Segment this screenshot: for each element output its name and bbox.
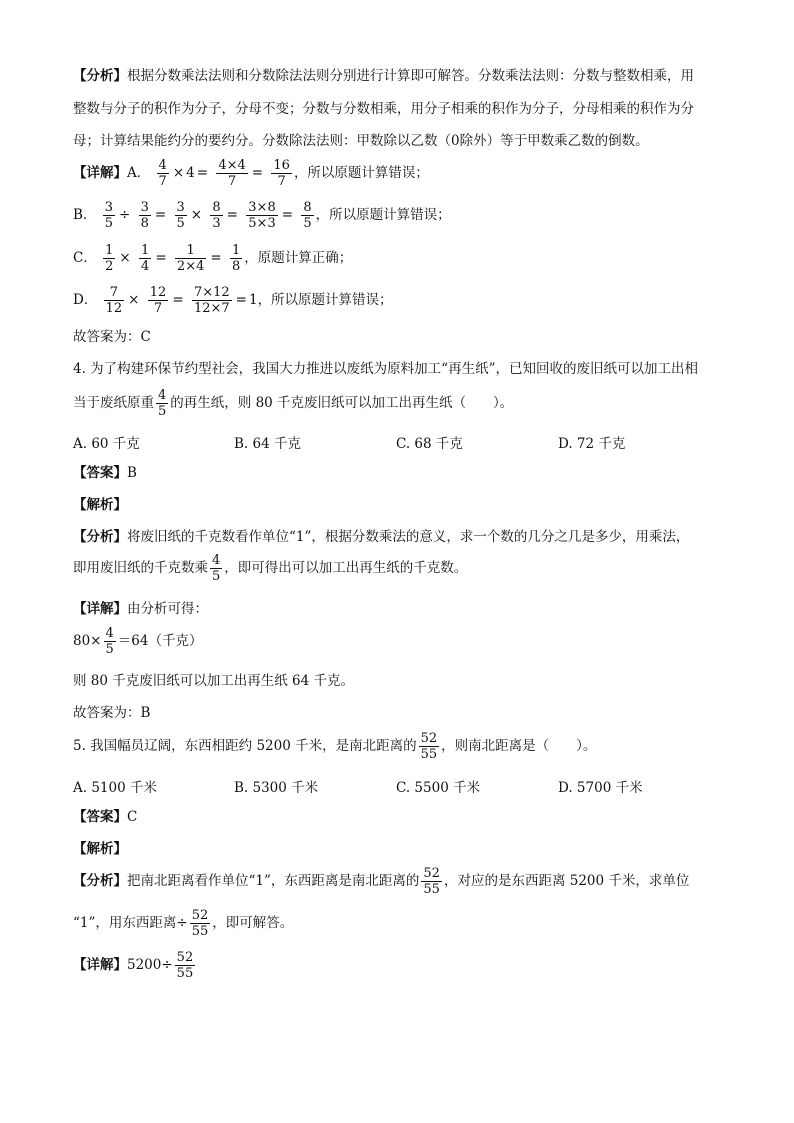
detail-tail: ，所以原题计算错误； xyxy=(257,292,393,308)
fraction: $\frac{4}{5}$ xyxy=(212,553,221,584)
q5-analysis-line-2: “1”，用东西距离÷ $\frac{52}{55}$ ，即可解答。 xyxy=(73,908,294,939)
fraction: $\frac{52}{55}$ xyxy=(176,950,194,981)
q3-detail-a: 【详解】A． $\frac{4}{7}$ × 4 = $\frac{4\times 4}{7}$ = $\frac{16}{7}$ ，所以原题计算错误； xyxy=(73,158,429,189)
fraction: $\frac{12}{7}$ xyxy=(149,285,167,316)
fraction: $\frac{8}{5}$ xyxy=(303,200,312,231)
q4-analysis-line-1: 【分析】将废旧纸的千克数看作单位“1”，根据分数乘法的意义，求一个数的几分之几是多少，用乘法， xyxy=(73,529,690,545)
answer-value: C xyxy=(127,809,138,825)
analysis-tag: 【分析】 xyxy=(73,529,127,545)
fraction: $\frac{52}{55}$ xyxy=(191,908,209,939)
fraction: $\frac{3\times 8}{5\times 3}$ xyxy=(248,200,276,231)
fraction: $\frac{4}{7}$ xyxy=(158,158,167,189)
fraction: $\frac{1}{8}$ xyxy=(231,243,241,274)
q3-analysis-line-3: 母；计算结果能约分的要约分。分数除法法则：甲数除以乙数（0除外）等于甲数乘乙数的倒数。 xyxy=(73,133,649,149)
option-label: A． xyxy=(127,165,151,181)
q3-answer-line: 故答案为：C xyxy=(73,329,151,345)
detail-tag: 【详解】 xyxy=(73,957,127,973)
fraction: $\frac{8}{3}$ xyxy=(212,200,221,231)
fraction: $\frac{1}{2\times 4}$ xyxy=(176,243,205,274)
option-label: D． xyxy=(73,292,98,308)
q5-stem: 5. 我国幅员辽阔，东西相距约 5200 千米，是南北距离的 $\frac{52}{55}$ ，则南北距离是（ ）。 xyxy=(73,731,597,762)
option-label: C． xyxy=(73,250,97,266)
fraction: $\frac{3}{5}$ xyxy=(104,200,113,231)
q3-analysis-line-1 xyxy=(73,67,694,85)
answer-value: B xyxy=(127,465,137,481)
fraction: $\frac{7}{12}$ xyxy=(105,285,123,316)
detail-tail: ，原题计算正确； xyxy=(244,250,353,266)
q5-option-d: D. 5700 千米 xyxy=(558,780,643,796)
fraction: $\frac{4}{5}$ xyxy=(158,388,167,419)
q4-answer-line: 故答案为：B xyxy=(73,705,151,721)
q4-option-c: C. 68 千克 xyxy=(396,436,463,452)
q4-detail: 【详解】由分析可得： xyxy=(73,601,208,617)
q5-analysis-line-1: 【分析】把南北距离看作单位“1”，东西距离是南北距离的 $\frac{52}{55}$ ，对应的是东西距离 5200 千米，求单位 xyxy=(73,866,690,897)
q5-detail: 【详解】5200÷ $\frac{52}{55}$ xyxy=(73,950,194,981)
fraction: $\frac{1}{2}$ xyxy=(105,243,114,274)
q4-option-a: A. 60 千克 xyxy=(73,436,140,452)
q4-option-b: B. 64 千克 xyxy=(234,436,301,452)
analysis-text: 根据分数乘法法则和分数除法法则分别进行计算即可解答。分数乘法法则：分数与整数相乘，用 xyxy=(127,68,694,84)
q3-detail-b: B． $\frac{3}{5}$ ÷ $\frac{3}{8}$ = $\frac{3}{5}$ × $\frac{8}{3}$ = $\frac{3\times 8}{5\times 3}$ = $\frac{8}{5}$ ，所以原题计算错误； xyxy=(73,200,451,231)
fraction: $\frac{16}{7}$ xyxy=(273,158,290,189)
q4-option-d: D. 72 千克 xyxy=(558,436,626,452)
q4-analysis-line-2: 即用废旧纸的千克数乘 $\frac{4}{5}$ ，即可得出可以加工出再生纸的千克数。 xyxy=(73,553,468,584)
q3-detail-c: C． $\frac{1}{2}$ × $\frac{1}{4}$ = $\frac{1}{2\times 4}$ = $\frac{1}{8}$ ，原题计算正确； xyxy=(73,243,353,274)
detail-tag: 【详解】 xyxy=(73,165,127,181)
detail-tail: ，所以原题计算错误； xyxy=(315,207,451,223)
fraction: $\frac{4}{5}$ xyxy=(105,626,114,657)
answer-tag: 【答案】 xyxy=(73,465,127,481)
q5-option-a: A. 5100 千米 xyxy=(73,780,157,796)
fraction: $\frac{3}{5}$ xyxy=(176,200,185,231)
q5-jiexi-tag: 【解析】 xyxy=(73,841,127,857)
option-label: B． xyxy=(73,207,97,223)
q5-option-b: B. 5300 千米 xyxy=(234,780,319,796)
answer-tag: 【答案】 xyxy=(73,809,127,825)
fraction: $\frac{52}{55}$ xyxy=(423,866,440,897)
fraction: $\frac{7\times 12}{12\times 7}$ xyxy=(193,285,230,316)
q4-stem-line-1: 4. 为了构建环保节约型社会，我国大力推进以废纸为原料加工“再生纸”，已知回收的废旧纸可以加工出相 xyxy=(73,361,698,377)
q3-detail-d: D． $\frac{7}{12}$ × $\frac{12}{7}$ = $\frac{7\times 12}{12\times 7}$ = 1，所以原题计算错误； xyxy=(73,285,393,316)
analysis-tag: 【分析】 xyxy=(73,68,127,84)
fraction: $\frac{52}{55}$ xyxy=(420,731,438,762)
analysis-tag: 【分析】 xyxy=(73,873,127,889)
fraction: $\frac{4\times 4}{7}$ xyxy=(218,158,246,189)
q4-calc: 80× $\frac{4}{5}$ ＝64（千克） xyxy=(73,626,203,657)
q4-jiexi-tag: 【解析】 xyxy=(73,497,127,513)
detail-tail: ，所以原题计算错误； xyxy=(293,165,429,181)
q5-option-c: C. 5500 千米 xyxy=(396,780,481,796)
fraction: $\frac{3}{8}$ xyxy=(140,200,149,231)
q4-answer xyxy=(73,464,137,482)
q3-analysis-line-2: 整数与分子的积作为分子，分母不变；分数与分数相乘，用分子相乘的积作为分子，分母相乘的积作为分 xyxy=(73,101,694,117)
q4-stem-line-2: 当于废纸原重 $\frac{4}{5}$ 的再生纸，则 80 千克废旧纸可以加工出再生纸（ ）。 xyxy=(73,388,514,419)
q5-answer xyxy=(73,808,137,826)
fraction: $\frac{1}{4}$ xyxy=(141,243,150,274)
q4-conclusion: 则 80 千克废旧纸可以加工出再生纸 64 千克。 xyxy=(73,673,355,689)
detail-tag: 【详解】 xyxy=(73,601,127,617)
